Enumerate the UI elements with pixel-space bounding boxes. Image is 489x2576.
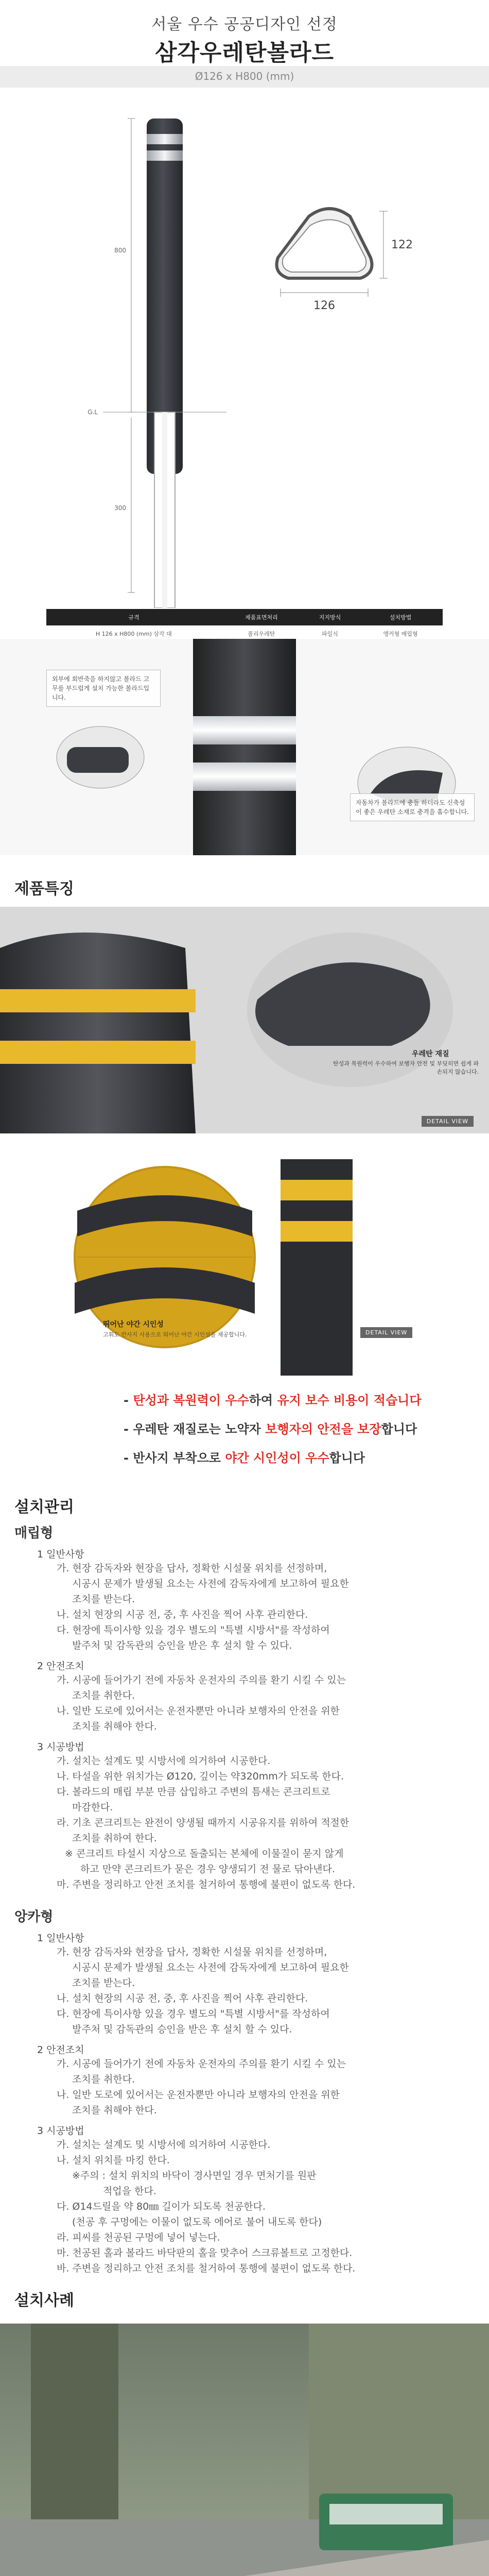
bollard-top-view: [277, 209, 372, 278]
buried-s3-head: 3 시공방법: [37, 1741, 84, 1753]
detail-view-badge-2: DETAIL VIEW: [360, 1327, 412, 1338]
street-photo-1: [0, 2324, 489, 2576]
feature-list: [124, 1386, 474, 1472]
buried-s1-body: 가. 현장 감독자와 현장을 답사, 정확한 시설물 위치를 선정하며, 시공시 문제가 발생될 요소는 사전에 감독자에게 보고하여 필요한 조치를 받는다. 나. 설치 현장의 시공 전, 중, 후 사진을 찍어 사후 관리한다. 다. 현장에 특이사항 있을 경우 별도의 "특별 시방서"를 작성하여 발주처 및 감독관의 승인을 받은 후 설치 할 수 있다.: [57, 1563, 349, 1651]
bollard-drawing: [0, 88, 489, 608]
urethan-desc: 탄성과 복원력이 우수하여 보행자 안전 및 부딪히면 쉽게 파손되지 않습니다.: [333, 1060, 479, 1075]
anchor-s2-body: 가. 시공에 들어가기 전에 자동차 운전자의 주의를 환기 시킬 수 있는 조치를 취한다. 나. 일반 도로에 있어서는 운전자뿐만 아니라 보행자의 안전을 위한 조치를 취해야 한다.: [57, 2058, 346, 2116]
install-title: 설치관리: [14, 1498, 74, 1516]
spec-table: [46, 609, 443, 642]
list-item: - 우레탄 재질로는 노약자 보행자의 안전을 보장합니다: [124, 1422, 417, 1436]
anchor-section: [14, 1906, 478, 2276]
reflect-desc: 고휘도 반사지 사용으로 뛰어난 야간 시인성을 제공합니다.: [103, 1331, 247, 1338]
reflect-closeup: [0, 1149, 489, 1376]
product-photo-closeup: [0, 639, 489, 855]
anchor-s3-body: 가. 설치는 설계도 및 시방서에 의거하여 시공한다. 나. 설치 위치를 마킹 한다. ※주의 : 설치 위치의 바닥이 경사면일 경우 면처기를 원판 적업을 한다. 다. Ø14드릴을 약 80㎜ 길이가 되도록 천공한다. (천공 후 구멍에는 이물이 없도록 에어로 불어 내도록 한다) 라. 피씨를 천공된 구멍에 넣어 넣는다. 마. 천공된 홀과 볼라드 바닥판의 홀을 맞추어 스크류볼트로 고정한다. 바. 주변을 정리하고 안전 조치를 철거하여 통행에 불편이 없도록 한다.: [57, 2139, 356, 2274]
spec-header: 제품표면처리: [221, 609, 302, 625]
dim-depth-label: 300: [114, 504, 126, 512]
detail-view-badge: DETAIL VIEW: [422, 1116, 474, 1127]
buried-s1-head: 1 일반사항: [37, 1549, 84, 1560]
spec-header: 설치방법: [358, 609, 443, 625]
list-item: - 탄성과 복원력이 우수하여 유지 보수 비용이 적습니다: [124, 1393, 422, 1408]
buried-s3-body: 가. 설치는 설계도 및 시방서에 의거하여 시공한다. 나. 타설을 위한 위치가는 Ø120, 깊이는 약320mm가 되도록 한다. 다. 볼라드의 매립 부분 만큼 삽입하고 주변의 틈새는 콘크리트로 마감한다. 라. 기초 콘크리트는 완전이 양생될 때까지 시공유지를 위하여 적절한 조치를 취하여 한다. ※ 콘크리트 타설시 지상으로 돌출되는 본체에 이물질이 묻지 않게 하고 만약 콘크리트가 묻은 경우 양생되기 전 물로 닦아낸다. 마. 주변을 정리하고 안전 조치를 철거하여 통행에 불편이 없도록 한다.: [57, 1755, 356, 1890]
anchor-title: 앙카형: [14, 1909, 54, 1925]
buried-s2-body: 가. 시공에 들어가기 전에 자동차 운전자의 주의를 환기 시킬 수 있는 조치를 취한다. 나. 일반 도로에 있어서는 운전자뿐만 아니라 보행자의 안전을 위한 조치를 취해야 한다.: [57, 1674, 346, 1732]
buried-title: 매립형: [14, 1526, 54, 1541]
dim-height-label: 800: [114, 247, 126, 254]
urethan-photo: [0, 907, 489, 1133]
case-photo-1: [0, 2324, 489, 2576]
spec-cell: 파일식: [302, 625, 358, 642]
bollard-elevation: [103, 118, 226, 608]
insert-callout: 외부에 회반죽을 하지않고 볼라드 고무를 부드럽게 설치 가능한 볼라드입니다.: [46, 670, 161, 707]
anchor-s1-body: 가. 현장 감독자와 현장을 답사, 정확한 시설물 위치를 선정하며, 시공시 문제가 발생될 요소는 사전에 감독자에게 보고하여 필요한 조치를 받는다. 나. 설치 현장의 시공 전, 중, 후 사진을 찍어 사후 관리한다. 다. 현장에 특이사항 있을 경우 별도의 "특별 시방서"를 작성하여 발주처 및 감독관의 승인을 받은 후 설치 할 수 있다.: [57, 1946, 349, 2035]
spec-header: 지지방식: [302, 609, 358, 625]
spec-header: 규격: [46, 609, 221, 625]
anchor-s1-head: 1 일반사항: [37, 1933, 84, 1944]
page-title: 삼각우레탄볼라드: [154, 40, 335, 66]
buried-s2-head: 2 안전조치: [37, 1660, 84, 1672]
features-title: 제품특징: [14, 880, 74, 898]
anchor-s3-head: 3 시공방법: [37, 2125, 84, 2137]
dim-depth2-label: 122: [391, 239, 413, 251]
list-item: - 반사지 부착으로 야간 시인성이 우수합니다: [124, 1451, 365, 1465]
buried-section: [14, 1522, 478, 1892]
flex-callout: 자동차가 볼라드에 충돌 하더라도 신축성이 좋은 우레탄 소재로 충격을 흡수합니다.: [350, 793, 475, 821]
reflect-photo: [0, 1149, 489, 1376]
spec-cell: 폴리우레탄: [221, 625, 302, 642]
anchor-s2-head: 2 안전조치: [37, 2044, 84, 2056]
cases-title: 설치사례: [14, 2292, 74, 2310]
dim-gl-label: G.L: [88, 409, 98, 416]
dimension-text: Ø126 x H800 (mm): [195, 70, 294, 82]
spec-cell: 앵커형 매립형: [358, 625, 443, 642]
page-subtitle: 서울 우수 공공디자인 선정: [151, 15, 338, 33]
dim-width-label: 126: [313, 299, 335, 312]
reflect-title: 뛰어난 야간 시인성: [103, 1320, 164, 1329]
spec-cell: H 126 x H800 (mm) 삼각 대: [46, 625, 221, 642]
urethan-closeup: [0, 907, 489, 1133]
urethan-title: 우레탄 재질: [412, 1050, 449, 1058]
